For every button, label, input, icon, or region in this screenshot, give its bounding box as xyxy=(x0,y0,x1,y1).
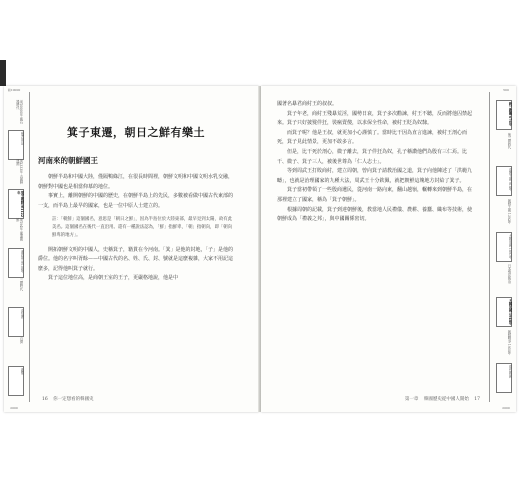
right-folio xyxy=(403,396,482,402)
left-page xyxy=(4,86,259,412)
page-number: 16 xyxy=(42,397,48,402)
left-paragraph: 開拓朝鮮文明的中國人，史稱箕子，籍貫在今河南。「箕」是他的封地，「子」是他的爵位。他的名字叫胥餘——中國古代的名、姓、氏、封、號就是這麼複雜，大家不用記這麼多，記得他叫箕子就行。 xyxy=(38,246,234,272)
timeline-entry: 新羅 xyxy=(8,366,24,396)
timeline-entry: 百濟 xyxy=(19,336,23,344)
right-year-start: 500 xyxy=(503,88,509,92)
timeline-entry: 朝鮮戰爭 1950年 xyxy=(507,330,511,356)
left-paragraph: 朝鮮半島和中國大陸，僅隔鴨綠江，在很長時間裡，朝鮮文明和中國文明水乳交融，朝鮮對中國也是相當仰慕的地位。 xyxy=(38,174,234,190)
section-title: 河南來的朝鮮國王 xyxy=(38,155,98,165)
right-page xyxy=(261,86,516,412)
timeline-entry: 大韓民國 1948年 xyxy=(496,297,512,327)
timeline-entry: 檀君神話 xyxy=(8,130,24,160)
timeline-entry: 統一新羅 676年 xyxy=(496,100,512,130)
right-paragraph: 箕子當初帶領了一些殷商遺民，從河南一路向東，翻山越嶺，輾轉來到朝鮮半島，在那裡建立了國家，稱為「箕子朝鮮」。 xyxy=(277,187,473,203)
timeline-entry: 後三國時代 xyxy=(507,132,511,149)
right-text-area xyxy=(277,100,475,225)
left-year-start: 前10000 xyxy=(7,88,21,92)
timeline-entry: 日本殖民統治 xyxy=(507,264,511,284)
right-paragraph: 但是，比干死於剖心，微子離去，箕子佯狂為奴，孔子稱讚他們為殷有三仁焉。比干、微子、箕子三人，被後世尊為「仁人志士」。 xyxy=(277,148,468,165)
timeline-entry: 朝鮮王朝 1392年 xyxy=(507,198,511,224)
timeline-entry: 高麗王朝 918年 xyxy=(496,166,512,196)
left-folio xyxy=(40,396,96,402)
timeline-entry: 三國時代 xyxy=(19,277,23,291)
left-text-area xyxy=(38,100,234,284)
left-timeline xyxy=(24,92,36,402)
right-timeline xyxy=(484,92,496,402)
timeline-entry: 現代韓國 xyxy=(496,363,512,393)
chapter-title: 箕子東遷，朝日之鮮有樂土 xyxy=(67,126,205,139)
right-paragraph: 而箕子呢？他是王叔，就更加小心謹慎了。當時比干因為直言進諫，被紂王剖心而死，箕子見此情景，更加不敢多言。 xyxy=(277,129,468,146)
timeline-entry: 箕子朝鮮 前1122年 xyxy=(8,189,24,219)
right-paragraph: 國著名暴君商紂王的叔叔。 xyxy=(277,101,338,107)
timeline-entry: 前10000年 舊石器時代 xyxy=(15,100,23,124)
timeline-entry: 前2333年 古朝鮮建國 xyxy=(15,159,23,185)
timeline-entry: 高句麗 xyxy=(8,307,24,337)
timeline-entry: 前194年 衛滿朝鮮 xyxy=(15,218,23,242)
page-number: 17 xyxy=(474,397,480,402)
left-year-end: 2000 xyxy=(10,406,18,410)
footnote: 註：「朝鮮」這個國名，意思是「朝日之鮮」，因為半島位於大陸東部，最早見到太陽，故有此美名。這個國名在後代一直沿用。還有一種說法認為，「鮮」指鮮卑，「朝」指朝向，即「朝向鮮卑的地方」。 xyxy=(52,216,233,238)
right-year-end: 2000 xyxy=(502,406,510,410)
left-paragraph: 箕子這位地位高，是商朝王室的王子，更嚴格地說，他是中 xyxy=(48,275,179,282)
timeline-entry: 漢四郡 前108年 xyxy=(8,248,24,278)
chapter-label: 第一章 xyxy=(404,397,419,402)
left-paragraph: 事實上，離開朝鮮的中國的歷史，在朝鮮半島上的先民，多數被看做中國古代東部的一支，而半島上最早的國家，也是一位中原人士建立的。 xyxy=(38,193,234,209)
right-paragraph: 箕子年老，商紂王殘暴荒淫，國勢日衰，箕子多次勸諫，紂王不聽，反而將他囚禁起來。箕子只好披髮佯狂，裝瘋賣傻，以求保全性命，被紂王貶為奴隸。 xyxy=(277,110,473,127)
chapter-name: 韓國歷史從中國人開始 xyxy=(423,397,469,402)
book-spread xyxy=(4,86,516,412)
book-edge-tab xyxy=(0,60,6,86)
book-title: 你一定想看的韓國史 xyxy=(53,397,94,402)
right-paragraph: 等到周武王打敗商紂，建立周朝，曾向箕子請教治國之道，箕子向他陳述了「洪範九疇」，也就是治理國家的九種大法，周武王十分欽佩，就把朝鮮這塊地方封給了箕子。 xyxy=(277,168,473,184)
right-paragraph: 根據周朝的記載，箕子到達朝鮮後，教當地人民禮儀、農耕、養蠶、織布等技術，使朝鮮成為「禮義之邦」，與中國關係密切。 xyxy=(277,206,473,223)
timeline-entry: 大韓帝國 1897年 xyxy=(496,232,512,262)
